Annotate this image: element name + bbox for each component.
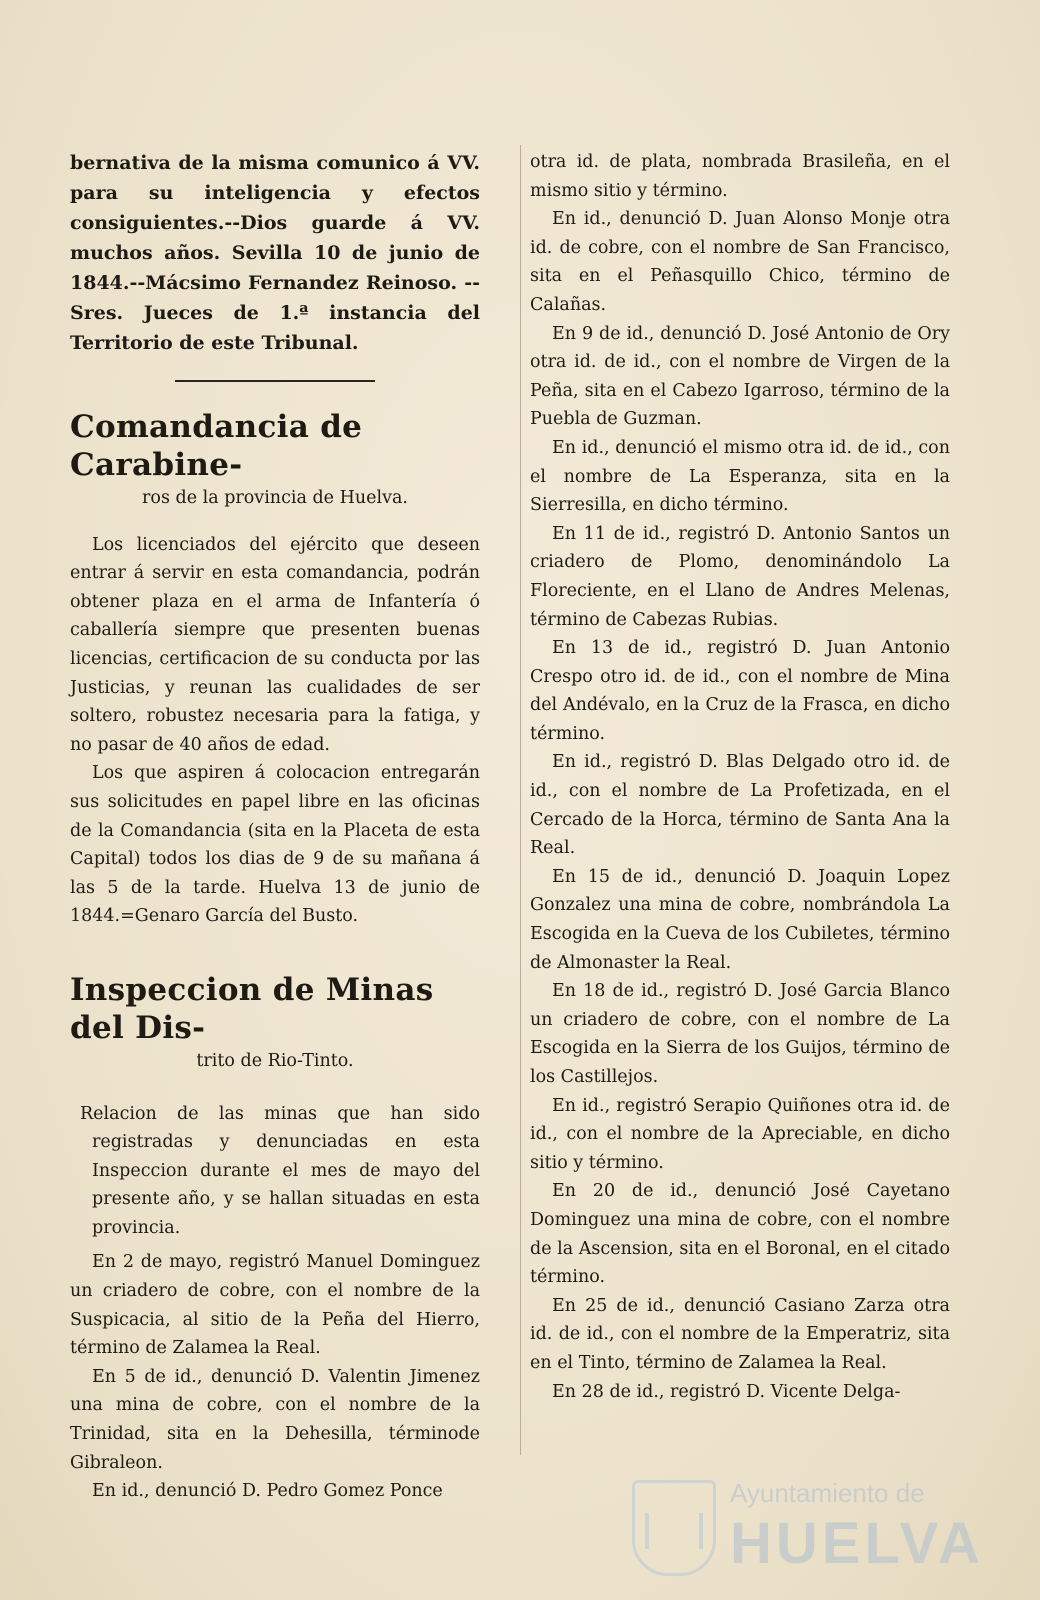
section-divider: [175, 380, 375, 382]
coat-of-arms-icon: [632, 1480, 716, 1576]
mine-entry: En id., registró D. Blas Delgado otro id. de id., con el nombre de La Profetizada, en el Cercado de la Horca, término de Santa Ana la Real.: [530, 752, 950, 859]
mine-entry: En id., denunció D. Pedro Gomez Ponce: [92, 1481, 443, 1502]
mine-entry: En 25 de id., denunció Casiano Zarza otra id. de id., con el nombre de la Emperatriz, sita en el Tinto, término de Zalamea la Real.: [530, 1295, 950, 1373]
closing-paragraph: bernativa de la misma comunico á VV. para su inteligencia y efectos consiguientes.--Dios guarde á VV. muchos años. Sevilla 10 de junio de 1844.--Mácsimo Fernandez Reinoso. --Sres. Jueces de 1.ª instancia del Territorio de este Tribunal.: [70, 152, 480, 354]
mine-entry: En 11 de id., registró D. Antonio Santos un criadero de Plomo, denominándolo La Floreciente, en el Llano de Andres Melenas, término de Cabezas Rubias.: [530, 523, 950, 630]
section-subtitle-carabineros: ros de la provincia de Huelva.: [142, 488, 408, 508]
mine-entry: En 28 de id., registró D. Vicente Delga-: [552, 1381, 901, 1402]
mine-entry: En id., denunció D. Juan Alonso Monje otra id. de cobre, con el nombre de San Francisco, sita en el Peñasquillo Chico, término de Calañas.: [530, 209, 950, 315]
section-title-minas: Inspeccion de Minas del Dis-: [70, 971, 434, 1046]
mine-entry: En id., denunció el mismo otra id. de id., con el nombre de La Esperanza, sita en la Sierresilla, en dicho término.: [530, 437, 950, 516]
section-title-carabineros: Comandancia de Carabine-: [70, 409, 363, 483]
mine-entry: En 18 de id., registró D. José Garcia Blanco un criadero de cobre, con el nombre de La Escogida en la Sierra de los Guijos, término de los Castillejos.: [530, 981, 950, 1087]
mine-entry: En 13 de id., registró D. Juan Antonio Crespo otro id. de id., con el nombre de Mina del Andévalo, en la Cruz de la Frasca, en dicho término.: [530, 638, 950, 744]
column-divider: [520, 145, 521, 1455]
left-column: [70, 148, 480, 1506]
mine-entry: otra id. de plata, nombrada Brasileña, en el mismo sitio y término.: [530, 152, 950, 201]
watermark: [620, 1470, 984, 1580]
mine-entry: En 5 de id., denunció D. Valentin Jimenez una mina de cobre, con el nombre de la Trinidad, sita en la Dehesilla, términode Gibraleon.: [70, 1366, 480, 1473]
mine-entry: En 2 de mayo, registró Manuel Dominguez un criadero de cobre, con el nombre de la Suspicacia, al sitio de la Peña del Hierro, término de Zalamea la Real.: [70, 1252, 480, 1359]
mine-entry: En 9 de id., denunció D. José Antonio de Ory otra id. de id., con el nombre de Virgen de la Peña, sita en el Cabezo Igarroso, término de la Puebla de Guzman.: [530, 323, 950, 430]
right-column: [530, 148, 950, 1406]
watermark-line-2: HUELVA: [730, 1511, 984, 1576]
mine-entry: En id., registró Serapio Quiñones otra id. de id., con el nombre de la Apreciable, en dicho sitio y término.: [530, 1095, 950, 1173]
mines-list-intro: Relacion de las minas que han sido registradas y denunciadas en esta Inspeccion durante el mes de mayo del presente año, y se hallan situadas en esta provincia.: [80, 1103, 480, 1238]
carabineros-paragraph-1: Los licenciados del ejército que deseen entrar á servir en esta comandancia, podrán obtener plaza en el arma de Infantería ó caballería siempre que presenten buenas licencias, certificacion de su conducta por las Justicias, y reunan las cualidades de ser soltero, robustez necesaria para la fatiga, y no pasar de 40 años de edad.: [70, 534, 480, 755]
section-subtitle-minas: trito de Rio-Tinto.: [196, 1050, 354, 1071]
carabineros-paragraph-2: Los que aspiren á colocacion entregarán sus solicitudes en papel libre en las oficinas de la Comandancia (sita en la Placeta de esta Capital) todos los dias de 9 de su mañana á las 5 de la tarde. Huelva 13 de junio de 1844.=Genaro García del Busto.: [70, 763, 480, 927]
mine-entry: En 15 de id., denunció D. Joaquin Lopez Gonzalez una mina de cobre, nombrándola La Escogida en la Cueva de los Cubiletes, término de Almonaster la Real.: [530, 866, 950, 973]
mine-entry: En 20 de id., denunció José Cayetano Dominguez una mina de cobre, con el nombre de la Ascension, sita en el Boronal, en el citado término.: [530, 1181, 950, 1288]
watermark-line-1: Ayuntamiento de: [730, 1478, 925, 1508]
